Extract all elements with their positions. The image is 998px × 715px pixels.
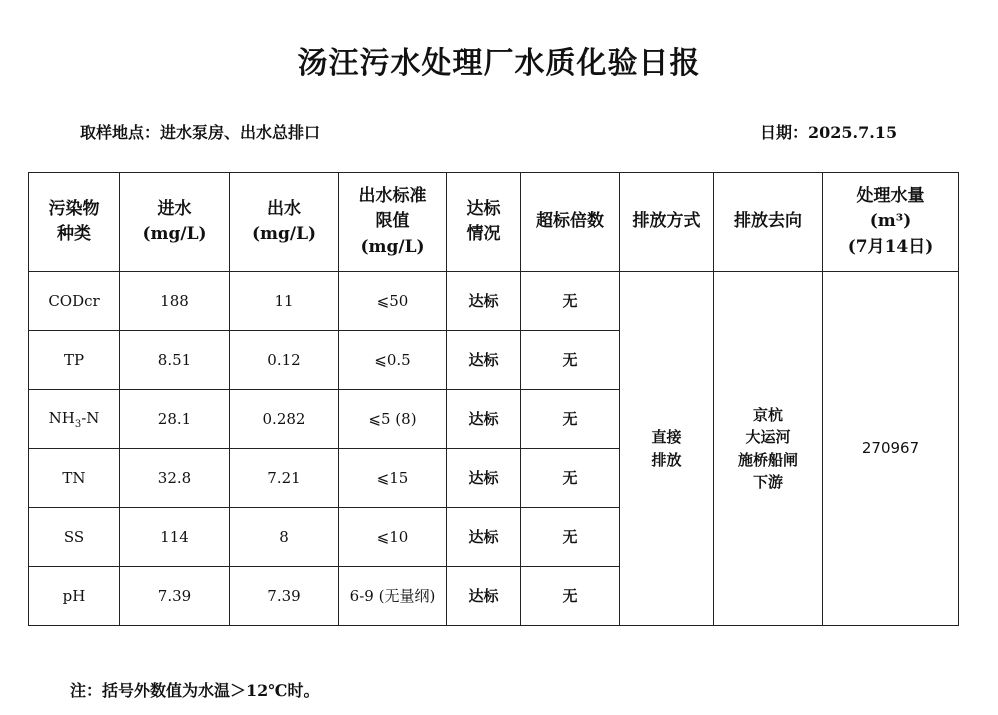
header-volume-line1: 处理水量	[856, 185, 925, 206]
exceed-multiple: 无	[521, 272, 620, 331]
limit-value: ⩽5 (8)	[339, 390, 447, 449]
pollutant-name: TN	[29, 449, 120, 508]
compliance-status: 达标	[447, 390, 521, 449]
influent-value: 28.1	[120, 390, 230, 449]
influent-value: 114	[120, 508, 230, 567]
water-quality-table	[28, 172, 959, 626]
header-influent	[120, 173, 230, 272]
exceed-multiple: 无	[521, 567, 620, 626]
header-volume-line2: (m³)	[869, 211, 912, 232]
destination-line4: 下游	[752, 473, 783, 491]
influent-value: 8.51	[120, 331, 230, 390]
pollutant-name: pH	[29, 567, 120, 626]
pollutant-name: SS	[29, 508, 120, 567]
header-method: 排放方式	[620, 173, 714, 272]
header-effluent-line1: 出水	[267, 198, 301, 219]
header-compliance-line2: 情况	[466, 224, 501, 244]
influent-value: 188	[120, 272, 230, 331]
limit-value: ⩽50	[339, 272, 447, 331]
header-influent-line1: 进水	[157, 198, 192, 219]
pollutant-name-subscript: 3	[74, 418, 82, 430]
header-pollutant	[29, 173, 120, 272]
discharge-method-line2: 排放	[651, 450, 682, 469]
compliance-status: 达标	[447, 272, 521, 331]
pollutant-name-tail: -N	[81, 408, 100, 427]
header-row	[29, 173, 959, 272]
header-limit-line3: (mg/L)	[360, 236, 425, 257]
effluent-value: 0.12	[230, 331, 339, 390]
header-pollutant-line2: 种类	[57, 224, 91, 244]
effluent-value: 7.21	[230, 449, 339, 508]
header-compliance	[447, 173, 521, 272]
destination-line1: 京杭	[752, 405, 783, 424]
report-title: 汤汪污水处理厂水质化验日报	[297, 46, 701, 81]
compliance-status: 达标	[447, 508, 521, 567]
compliance-status: 达标	[447, 331, 521, 390]
discharge-method-line1: 直接	[651, 428, 682, 446]
effluent-value: 8	[230, 508, 339, 567]
header-volume-line3: (7月14日)	[847, 236, 934, 257]
limit-value: ⩽0.5	[339, 331, 447, 390]
exceed-multiple: 无	[521, 449, 620, 508]
effluent-value: 0.282	[230, 390, 339, 449]
limit-value: 6-9 (无量纲)	[339, 567, 447, 626]
pollutant-name: CODcr	[29, 272, 120, 331]
destination-line3: 施桥船闸	[737, 450, 798, 469]
header-compliance-line1: 达标	[466, 198, 501, 219]
limit-value: ⩽15	[339, 449, 447, 508]
pollutant-name	[29, 390, 120, 449]
header-influent-line2: (mg/L)	[142, 224, 207, 244]
header-destination: 排放去向	[714, 173, 823, 272]
exceed-multiple: 无	[521, 331, 620, 390]
report-date: 日期：2025.7.15	[760, 123, 898, 142]
influent-value: 7.39	[120, 567, 230, 626]
header-pollutant-line1: 污染物	[48, 198, 100, 219]
header-limit	[339, 173, 447, 272]
influent-value: 32.8	[120, 449, 230, 508]
header-exceed: 超标倍数	[521, 173, 620, 272]
discharge-method	[620, 272, 714, 626]
pollutant-name: TP	[29, 331, 120, 390]
effluent-value: 7.39	[230, 567, 339, 626]
table-row	[29, 272, 959, 331]
header-effluent	[230, 173, 339, 272]
footnote: 注：括号外数值为水温＞12℃时。	[70, 681, 320, 700]
compliance-status: 达标	[447, 449, 521, 508]
compliance-status: 达标	[447, 567, 521, 626]
header-limit-line1: 出水标准	[358, 185, 427, 206]
sampling-location: 取样地点：进水泵房、出水总排口	[80, 123, 321, 142]
header-volume	[823, 173, 959, 272]
header-effluent-line2: (mg/L)	[251, 224, 317, 244]
exceed-multiple: 无	[521, 508, 620, 567]
destination-line2: 大运河	[745, 428, 791, 446]
limit-value: ⩽10	[339, 508, 447, 567]
effluent-value: 11	[230, 272, 339, 331]
header-limit-line2: 限值	[375, 211, 410, 232]
pollutant-name-main: NH	[48, 408, 75, 427]
exceed-multiple: 无	[521, 390, 620, 449]
discharge-destination	[714, 272, 823, 626]
treated-volume: 270967	[823, 272, 959, 626]
